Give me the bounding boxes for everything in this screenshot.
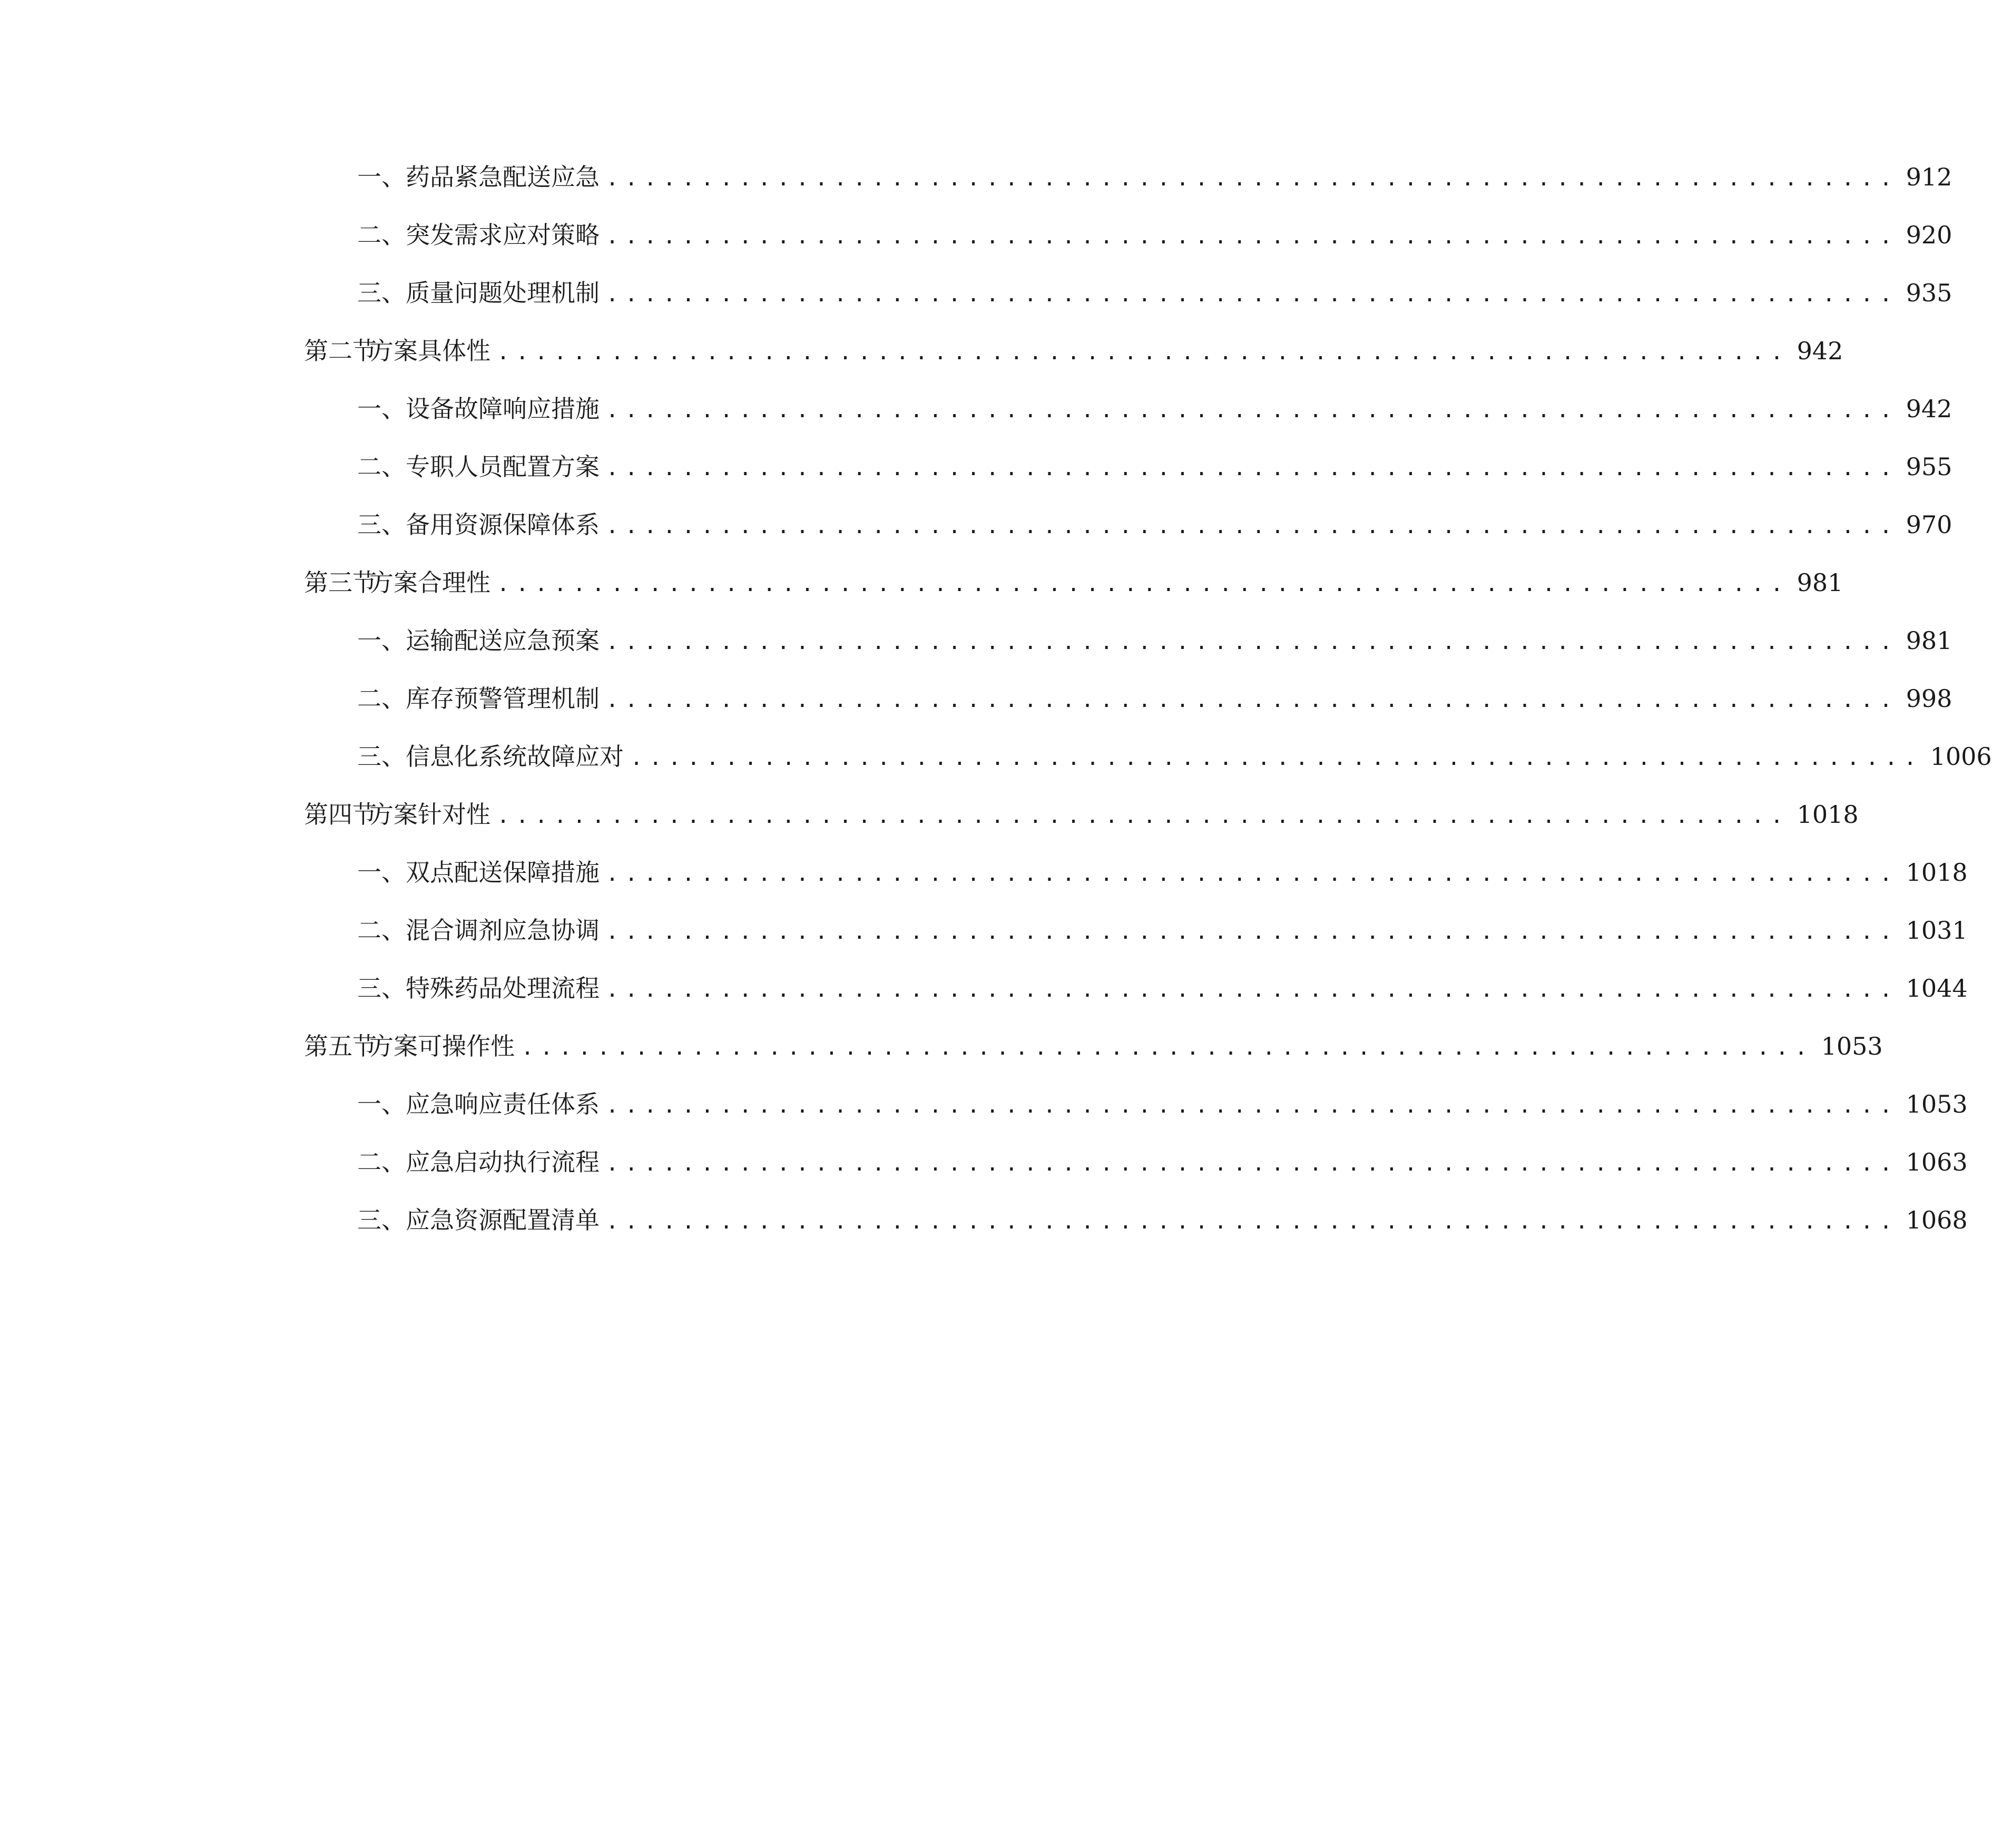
toc-entry-title: 信息化系统故障应对 <box>406 742 624 771</box>
toc-entry-page: 1068 <box>1906 1206 1968 1234</box>
toc-entry[interactable] <box>357 159 1952 195</box>
toc-entry-page: 1044 <box>1906 974 1968 1002</box>
toc-entry-title: 应急启动执行流程 <box>406 1148 600 1176</box>
toc-entry-title: 特殊药品处理流程 <box>406 974 600 1002</box>
toc-section-title: 方案具体性 <box>369 337 490 365</box>
toc-leader-dots: .................................................................... <box>606 920 1899 944</box>
toc-leader-dots: .................................................................... <box>606 688 1899 712</box>
toc-entry-title: 药品紧急配送应急 <box>406 163 600 191</box>
toc-entry-page: 942 <box>1906 395 1952 423</box>
toc-entry-title: 运输配送应急预案 <box>406 626 600 655</box>
toc-entry-number: 三、 <box>357 974 406 1002</box>
toc-entry-number: 三、 <box>357 1206 406 1234</box>
toc-section-number: 第五节 <box>304 1032 377 1060</box>
toc-section-title: 方案合理性 <box>369 568 490 597</box>
toc-entry[interactable] <box>357 1086 1968 1123</box>
toc-entry-page: 920 <box>1906 221 1952 249</box>
toc-entry-number: 二、 <box>357 453 406 481</box>
toc-section[interactable] <box>304 564 1843 601</box>
toc-entry[interactable] <box>357 622 1952 659</box>
toc-entry-number: 一、 <box>357 858 406 887</box>
toc-leader-dots: .................................................................... <box>497 804 1790 828</box>
toc-leader-dots: .................................................................... <box>606 862 1899 886</box>
toc-section[interactable] <box>304 332 1843 369</box>
toc-leader-dots: .................................................................... <box>497 572 1790 596</box>
toc-entry[interactable] <box>357 506 1952 543</box>
toc-entry-title: 应急资源配置清单 <box>406 1206 600 1234</box>
toc-entry-title: 备用资源保障体系 <box>406 510 600 539</box>
toc-leader-dots: .................................................................... <box>606 166 1899 191</box>
toc-entry-page: 1018 <box>1906 858 1968 887</box>
toc-entry-page: 981 <box>1906 626 1952 655</box>
toc-entry-number: 二、 <box>357 916 406 945</box>
toc-entry-page: 998 <box>1906 684 1952 713</box>
toc-entry[interactable] <box>357 912 1968 949</box>
toc-section-number: 第三节 <box>304 568 377 597</box>
toc-entry[interactable] <box>357 680 1952 717</box>
toc-entry[interactable] <box>357 217 1952 253</box>
toc-section[interactable] <box>304 1028 1883 1065</box>
toc-entry[interactable] <box>357 390 1952 427</box>
toc-entry-page: 1063 <box>1906 1148 1968 1176</box>
toc-leader-dots: .................................................................... <box>606 1210 1899 1234</box>
toc-entry-title: 应急响应责任体系 <box>406 1090 600 1118</box>
toc-entry[interactable] <box>357 448 1952 485</box>
toc-section-page: 942 <box>1797 337 1843 365</box>
toc-entry-number: 二、 <box>357 221 406 249</box>
toc-leader-dots: .................................................................... <box>521 1036 1814 1060</box>
toc-entry-page: 935 <box>1906 279 1952 307</box>
toc-entry-title: 双点配送保障措施 <box>406 858 600 887</box>
toc-entry-title: 突发需求应对策略 <box>406 221 600 249</box>
toc-entry[interactable] <box>357 970 1968 1007</box>
toc-entry-page: 1053 <box>1906 1090 1968 1118</box>
toc-entry-title: 质量问题处理机制 <box>406 279 600 307</box>
toc-leader-dots: .................................................................... <box>606 282 1899 307</box>
toc-entry-page: 970 <box>1906 510 1952 539</box>
toc-section-number: 第四节 <box>304 800 377 829</box>
toc-entry-page: 1031 <box>1906 916 1968 945</box>
toc-section[interactable] <box>304 796 1859 833</box>
toc-entry-title: 库存预警管理机制 <box>406 684 600 713</box>
toc-entry-number: 一、 <box>357 395 406 423</box>
toc-entry-page: 955 <box>1906 453 1952 481</box>
toc-section-page: 1053 <box>1821 1032 1883 1060</box>
toc-entry-number: 三、 <box>357 742 406 771</box>
toc-entry-number: 二、 <box>357 1148 406 1176</box>
toc-entry[interactable] <box>357 274 1952 311</box>
toc-leader-dots: .................................................................... <box>606 1152 1899 1176</box>
toc-section-page: 981 <box>1797 568 1843 597</box>
toc-entry-number: 一、 <box>357 1090 406 1118</box>
toc-entry-title: 设备故障响应措施 <box>406 395 600 423</box>
toc-entry[interactable] <box>357 738 1992 775</box>
toc-entry-number: 一、 <box>357 626 406 655</box>
toc-entry-page: 1006 <box>1930 742 1992 771</box>
toc-leader-dots: .................................................................... <box>630 746 1923 770</box>
toc-leader-dots: .................................................................... <box>606 978 1899 1002</box>
toc-section-page: 1018 <box>1797 800 1859 829</box>
toc-section-title: 方案可操作性 <box>369 1032 515 1060</box>
toc-section-number: 第二节 <box>304 337 377 365</box>
toc-leader-dots: .................................................................... <box>606 398 1899 422</box>
toc-leader-dots: .................................................................... <box>606 630 1899 654</box>
toc-leader-dots: .................................................................... <box>606 456 1899 480</box>
toc-entry[interactable] <box>357 854 1968 891</box>
toc-leader-dots: .................................................................... <box>497 340 1790 365</box>
toc-entry-number: 一、 <box>357 163 406 191</box>
toc-entry-page: 912 <box>1906 163 1952 191</box>
toc-entry-title: 专职人员配置方案 <box>406 453 600 481</box>
toc-entry-number: 三、 <box>357 279 406 307</box>
toc-entry[interactable] <box>357 1202 1968 1238</box>
toc-section-title: 方案针对性 <box>369 800 490 829</box>
toc-leader-dots: .................................................................... <box>606 514 1899 538</box>
toc-entry[interactable] <box>357 1144 1968 1181</box>
toc-leader-dots: .................................................................... <box>606 1094 1899 1118</box>
toc-entry-title: 混合调剂应急协调 <box>406 916 600 945</box>
toc-entry-number: 二、 <box>357 684 406 713</box>
toc-entry-number: 三、 <box>357 510 406 539</box>
toc-leader-dots: .................................................................... <box>606 224 1899 249</box>
